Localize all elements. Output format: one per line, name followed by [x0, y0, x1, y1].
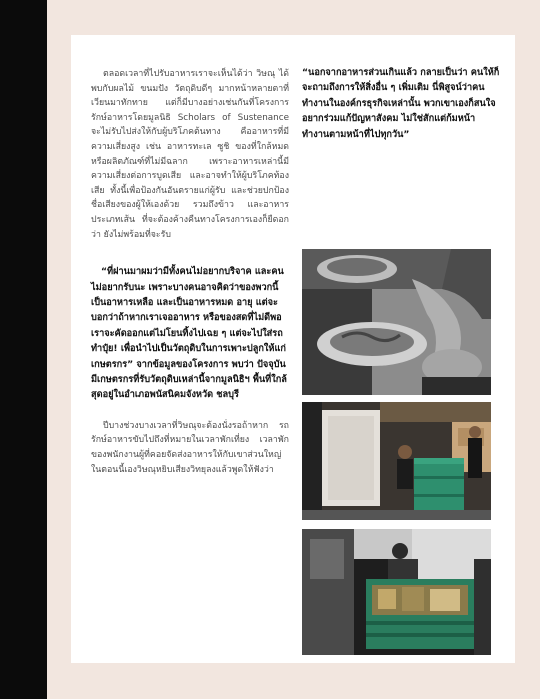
left-text-column [91, 67, 289, 477]
body-paragraph-1: ตลอดเวลาที่ไปรับอาหารเราจะเห็นได้ว่า วิษณุ ได้พบกับผลไม้ ขนมปัง วัตถุดิบดีๆ มากหน้าหลายตาที่เวียนมาทักทาย แต่ก็มีบางอย่างเช่นกันที่โครงการรักษ์อาหารโดยมูลนิธิ Scholars of Sustenance จะไม่รับไปส่งให้กับผู้บริโภคต้นทาง คืออาหารที่มีความเสี่ยงสูง เช่น อาหารทะเล ซูชิ ของที่ใกล้หมด หรือผลิตภัณฑ์ที่ไม่มีฉลาก เพราะอาหารเหล่านี้มีความเสี่ยงต่อการบูดเสีย และอาจทำให้ผู้บริโภคท้องเสีย ทั้งนี้เพื่อป้องกันอันตรายแก่ผู้รับ และช่วยปกป้องชื่อเสียงของผู้ให้เองด้วย รวมถึงข้าว และอาหารประเภทเส้น ที่จะต้องค้างคืนทางโครงการเองก็ยืดอกว่า ยังไม่พร้อมที่จะรับ [91, 69, 289, 240]
right-column [302, 65, 502, 142]
pull-quote-left [91, 264, 289, 403]
pull-quote-text: “ที่ผ่านมาผมว่ามีทั้งคนไม่อยากบริจาค และคนไม่อยากรับนะ เพราะบางคนอาจคิดว่าของพวกนี้เป็นอาหารเหลือ และเป็นอาหารหมด อายุ แต่จะบอกว่าถ้าหากเราเจออาหาร หรือของสดที่ไม่ดีพอเราจะคัดออกแต่ไม่โยนทิ้งไปเฉย ๆ แต่จะไปใส่รถทำปุ๋ย! เพื่อนำไปเป็นวัตถุดิบในการเพาะปลูกให้แก่เกษตรกร” [91, 266, 286, 370]
pull-quote-tail: จากข้อมูลของโครงการ พบว่า ปัจจุบันมีเกษตรกรที่รับวัตถุดิบเหล่านี้จากมูลนิธิฯ พื้นที่ใกล้สุดอยู่ในอำเภอพนัสนิคมจังหวัด ชลบุรี [91, 358, 287, 401]
food-sorting-photo [302, 249, 491, 395]
book-binding-shadow [0, 0, 47, 699]
storage-room-photo [302, 402, 491, 520]
pull-quote-right: “นอกจากอาหารส่วนเกินแล้ว กลายเป็นว่า คนให้ก็จะถามถึงการให้สิ่งอื่น ๆ เพิ่มเติม นี่พิสูจน์ว่าคนทำงานในองค์กรธุรกิจเหล่านั้น พวกเขาเองก็สนใจอยากร่วมแก้ปัญหาสังคม ไม่ใช่สักแต่ก้มหน้าทำงานตามหน้าที่ไปทุกวัน” [302, 67, 500, 140]
van-crates-photo [302, 529, 491, 655]
magazine-page [71, 35, 515, 663]
body-paragraph-2: ปีบางช่วงบางเวลาที่วิษณุจะต้องนั่งรอถ้าหาก รถรักษ์อาหารขับไปถึงที่หมายในเวลาพักเที่ยง เวลาพักของพนักงานผู้ที่คอยจัดส่งอาหารให้กับเขาส่วนใหญ่ ในตอนนี้เองวิษณุหยิบเสียงวิทยุลงแล้วพูดให้ฟังว่า [91, 420, 289, 475]
